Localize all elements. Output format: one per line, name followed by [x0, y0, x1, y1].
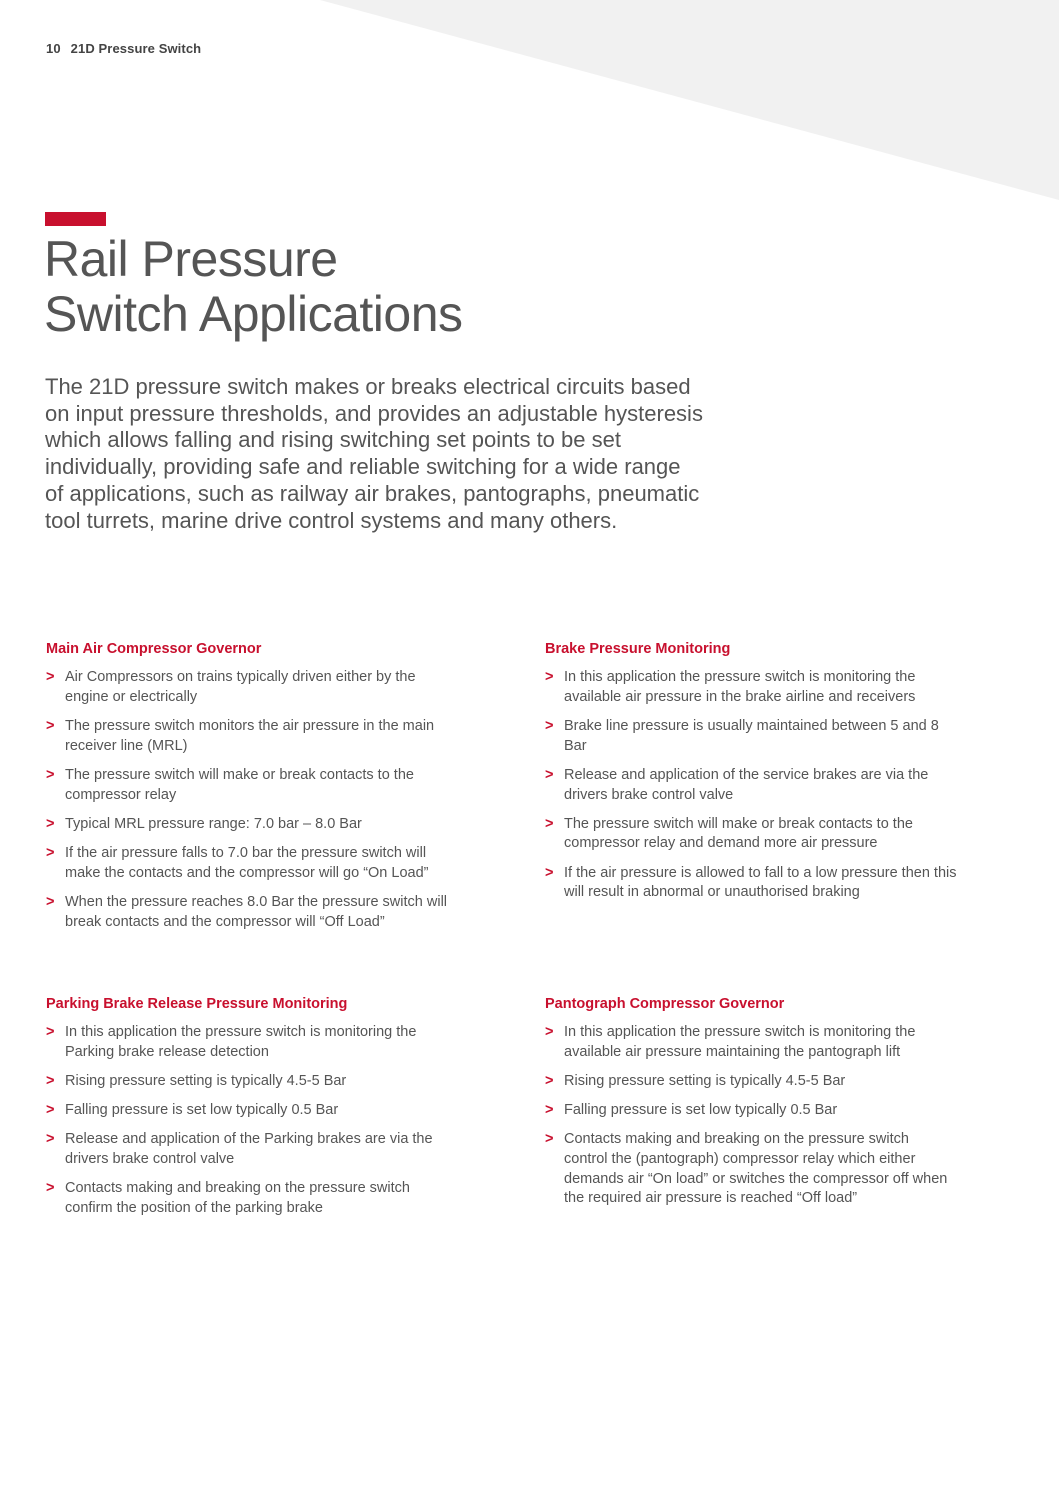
chevron-right-icon: > [545, 864, 554, 881]
list-item-line: In this application the pressure switch is monitoring the [564, 669, 916, 685]
chevron-right-icon: > [46, 717, 55, 734]
list-item-line: demands air “On load” or switches the compressor off when [564, 1170, 948, 1187]
intro-line: The 21D pressure switch makes or breaks electrical circuits based [45, 374, 691, 399]
chevron-right-icon: > [545, 1131, 554, 1148]
chevron-right-icon: > [46, 669, 55, 685]
list-item-line: will result in abnormal or unauthorised braking [564, 884, 860, 901]
list-item [545, 1130, 985, 1209]
list-item-line: Rising pressure setting is typically 4.5-5 Bar [564, 1072, 846, 1089]
list-item [46, 1179, 486, 1218]
chevron-right-icon: > [46, 1180, 55, 1197]
list-item-text [564, 717, 985, 756]
bullet-list [545, 668, 985, 903]
list-item-line: control the (pantograph) compressor relay which either [564, 1151, 916, 1168]
list-item-line: Release and application of the Parking brakes are via the [65, 1131, 433, 1148]
list-item [545, 815, 985, 854]
list-item [46, 1072, 486, 1092]
page-title [44, 232, 463, 342]
list-item-line: The pressure switch will make or break contacts to the [65, 766, 414, 783]
list-item-line: Typical MRL pressure range: 7.0 bar – 8.0 Bar [65, 815, 362, 832]
list-item-line: Rising pressure setting is typically 4.5-5 Bar [65, 1072, 347, 1089]
list-item-text [65, 1023, 486, 1062]
chevron-right-icon: > [545, 669, 554, 685]
list-item-line: Release and application of the service brakes are via the [564, 766, 929, 783]
list-item [545, 717, 985, 756]
list-item-line: If the air pressure is allowed to fall to a low pressure then this [564, 864, 957, 881]
page-title-line: Rail Pressure [44, 231, 338, 287]
list-item [545, 1101, 985, 1121]
chevron-right-icon: > [545, 1072, 554, 1089]
list-item-line: drivers brake control valve [564, 786, 734, 803]
intro-line: tool turrets, marine drive control systems and many others. [45, 507, 618, 533]
chevron-right-icon: > [46, 1102, 55, 1119]
chevron-right-icon: > [46, 766, 55, 783]
list-item-line: compressor relay [65, 786, 177, 803]
list-item [46, 717, 486, 756]
intro-line: which allows falling and rising switching set points to be set [45, 427, 621, 453]
list-item-text [564, 1023, 985, 1062]
list-item-line: The pressure switch monitors the air pressure in the main [65, 717, 435, 734]
chevron-right-icon: > [46, 844, 55, 861]
list-item [46, 766, 486, 805]
list-item-text [65, 893, 486, 932]
list-item-line: compressor relay and demand more air pressure [564, 835, 878, 852]
chevron-right-icon: > [46, 1131, 55, 1148]
list-item-line: The pressure switch will make or break contacts to the [564, 815, 913, 832]
list-item [46, 844, 486, 883]
section-heading: Brake Pressure Monitoring [545, 641, 731, 657]
bullet-list [545, 1023, 985, 1209]
list-item-line: In this application the pressure switch is monitoring the [564, 1024, 916, 1040]
list-item [46, 815, 486, 835]
list-item [545, 1072, 985, 1092]
list-item-text [65, 1179, 486, 1218]
list-item-text [564, 1072, 985, 1092]
section-main-air-compressor-governor [46, 640, 486, 942]
chevron-right-icon: > [46, 1072, 55, 1089]
list-item-text [65, 844, 486, 883]
page-number: 10 [46, 41, 61, 56]
running-title: 21D Pressure Switch [70, 41, 202, 56]
list-item-text [65, 766, 486, 805]
chevron-right-icon: > [46, 893, 55, 910]
list-item-line: break contacts and the compressor will “Off Load” [65, 913, 385, 930]
bullet-list [46, 668, 486, 932]
list-item-text [65, 815, 486, 835]
list-item-line: make the contacts and the compressor will go “On Load” [65, 864, 429, 881]
list-item-text [65, 1072, 486, 1092]
section-heading: Pantograph Compressor Governor [545, 996, 785, 1012]
chevron-right-icon: > [545, 815, 554, 832]
page-header [46, 41, 201, 56]
list-item-line: When the pressure reaches 8.0 Bar the pressure switch will [65, 893, 448, 910]
list-item-line: Brake line pressure is usually maintained between 5 and 8 [564, 717, 939, 734]
background-decorative-shape [0, 0, 1059, 200]
list-item [46, 668, 486, 707]
list-item-line: If the air pressure falls to 7.0 bar the pressure switch will [65, 844, 427, 861]
list-item-text [564, 668, 985, 707]
list-item [545, 864, 985, 903]
list-item [46, 1130, 486, 1169]
chevron-right-icon: > [46, 1024, 55, 1040]
list-item-line: Parking brake release detection [65, 1043, 269, 1060]
intro-line: on input pressure thresholds, and provides an adjustable hysteresis [45, 400, 703, 426]
list-item-line: Falling pressure is set low typically 0.5 Bar [65, 1102, 339, 1119]
chevron-right-icon: > [545, 1024, 554, 1040]
intro-line: individually, providing safe and reliable switching for a wide range [45, 454, 681, 480]
list-item-line: receiver line (MRL) [65, 737, 188, 754]
chevron-right-icon: > [46, 815, 55, 832]
list-item-text [65, 668, 486, 707]
section-heading: Main Air Compressor Governor [46, 641, 262, 657]
list-item [46, 1101, 486, 1121]
list-item-line: confirm the position of the parking brake [65, 1199, 323, 1216]
list-item-line: engine or electrically [65, 688, 198, 705]
list-item-line: Contacts making and breaking on the pressure switch [65, 1180, 410, 1197]
list-item-text [65, 717, 486, 756]
list-item-line: available air pressure in the brake airline and receivers [564, 688, 916, 705]
list-item-line: available air pressure maintaining the pantograph lift [564, 1043, 901, 1060]
list-item [545, 1023, 985, 1062]
list-item-line: drivers brake control valve [65, 1151, 235, 1168]
chevron-right-icon: > [545, 717, 554, 734]
list-item-line: In this application the pressure switch is monitoring the [65, 1024, 417, 1040]
list-item-text [65, 1101, 486, 1121]
list-item [545, 668, 985, 707]
list-item [46, 1023, 486, 1062]
background-triangle [320, 0, 1059, 200]
list-item-text [564, 815, 985, 854]
chevron-right-icon: > [545, 1102, 554, 1119]
bullet-list [46, 1023, 486, 1219]
chevron-right-icon: > [545, 766, 554, 783]
intro-paragraph [45, 374, 745, 534]
list-item-line: Air Compressors on trains typically driven either by the [65, 669, 416, 685]
list-item [545, 766, 985, 805]
intro-line: of applications, such as railway air brakes, pantographs, pneumatic [45, 480, 700, 506]
list-item-text [564, 1130, 985, 1209]
section-parking-brake-release-pressure-monitoring [46, 995, 486, 1228]
list-item-line: Contacts making and breaking on the pressure switch [564, 1131, 909, 1148]
section-pantograph-compressor-governor [545, 995, 985, 1219]
list-item-line: Bar [564, 737, 587, 754]
list-item-text [65, 1130, 486, 1169]
list-item-text [564, 1101, 985, 1121]
accent-bar [45, 212, 106, 226]
list-item-text [564, 766, 985, 805]
section-heading: Parking Brake Release Pressure Monitoring [46, 996, 348, 1012]
section-brake-pressure-monitoring [545, 640, 985, 913]
page-title-line: Switch Applications [44, 286, 463, 342]
list-item [46, 893, 486, 932]
list-item-text [564, 864, 985, 903]
list-item-line: Falling pressure is set low typically 0.5 Bar [564, 1102, 838, 1119]
list-item-line: the required air pressure is reached “Off load” [564, 1190, 858, 1207]
